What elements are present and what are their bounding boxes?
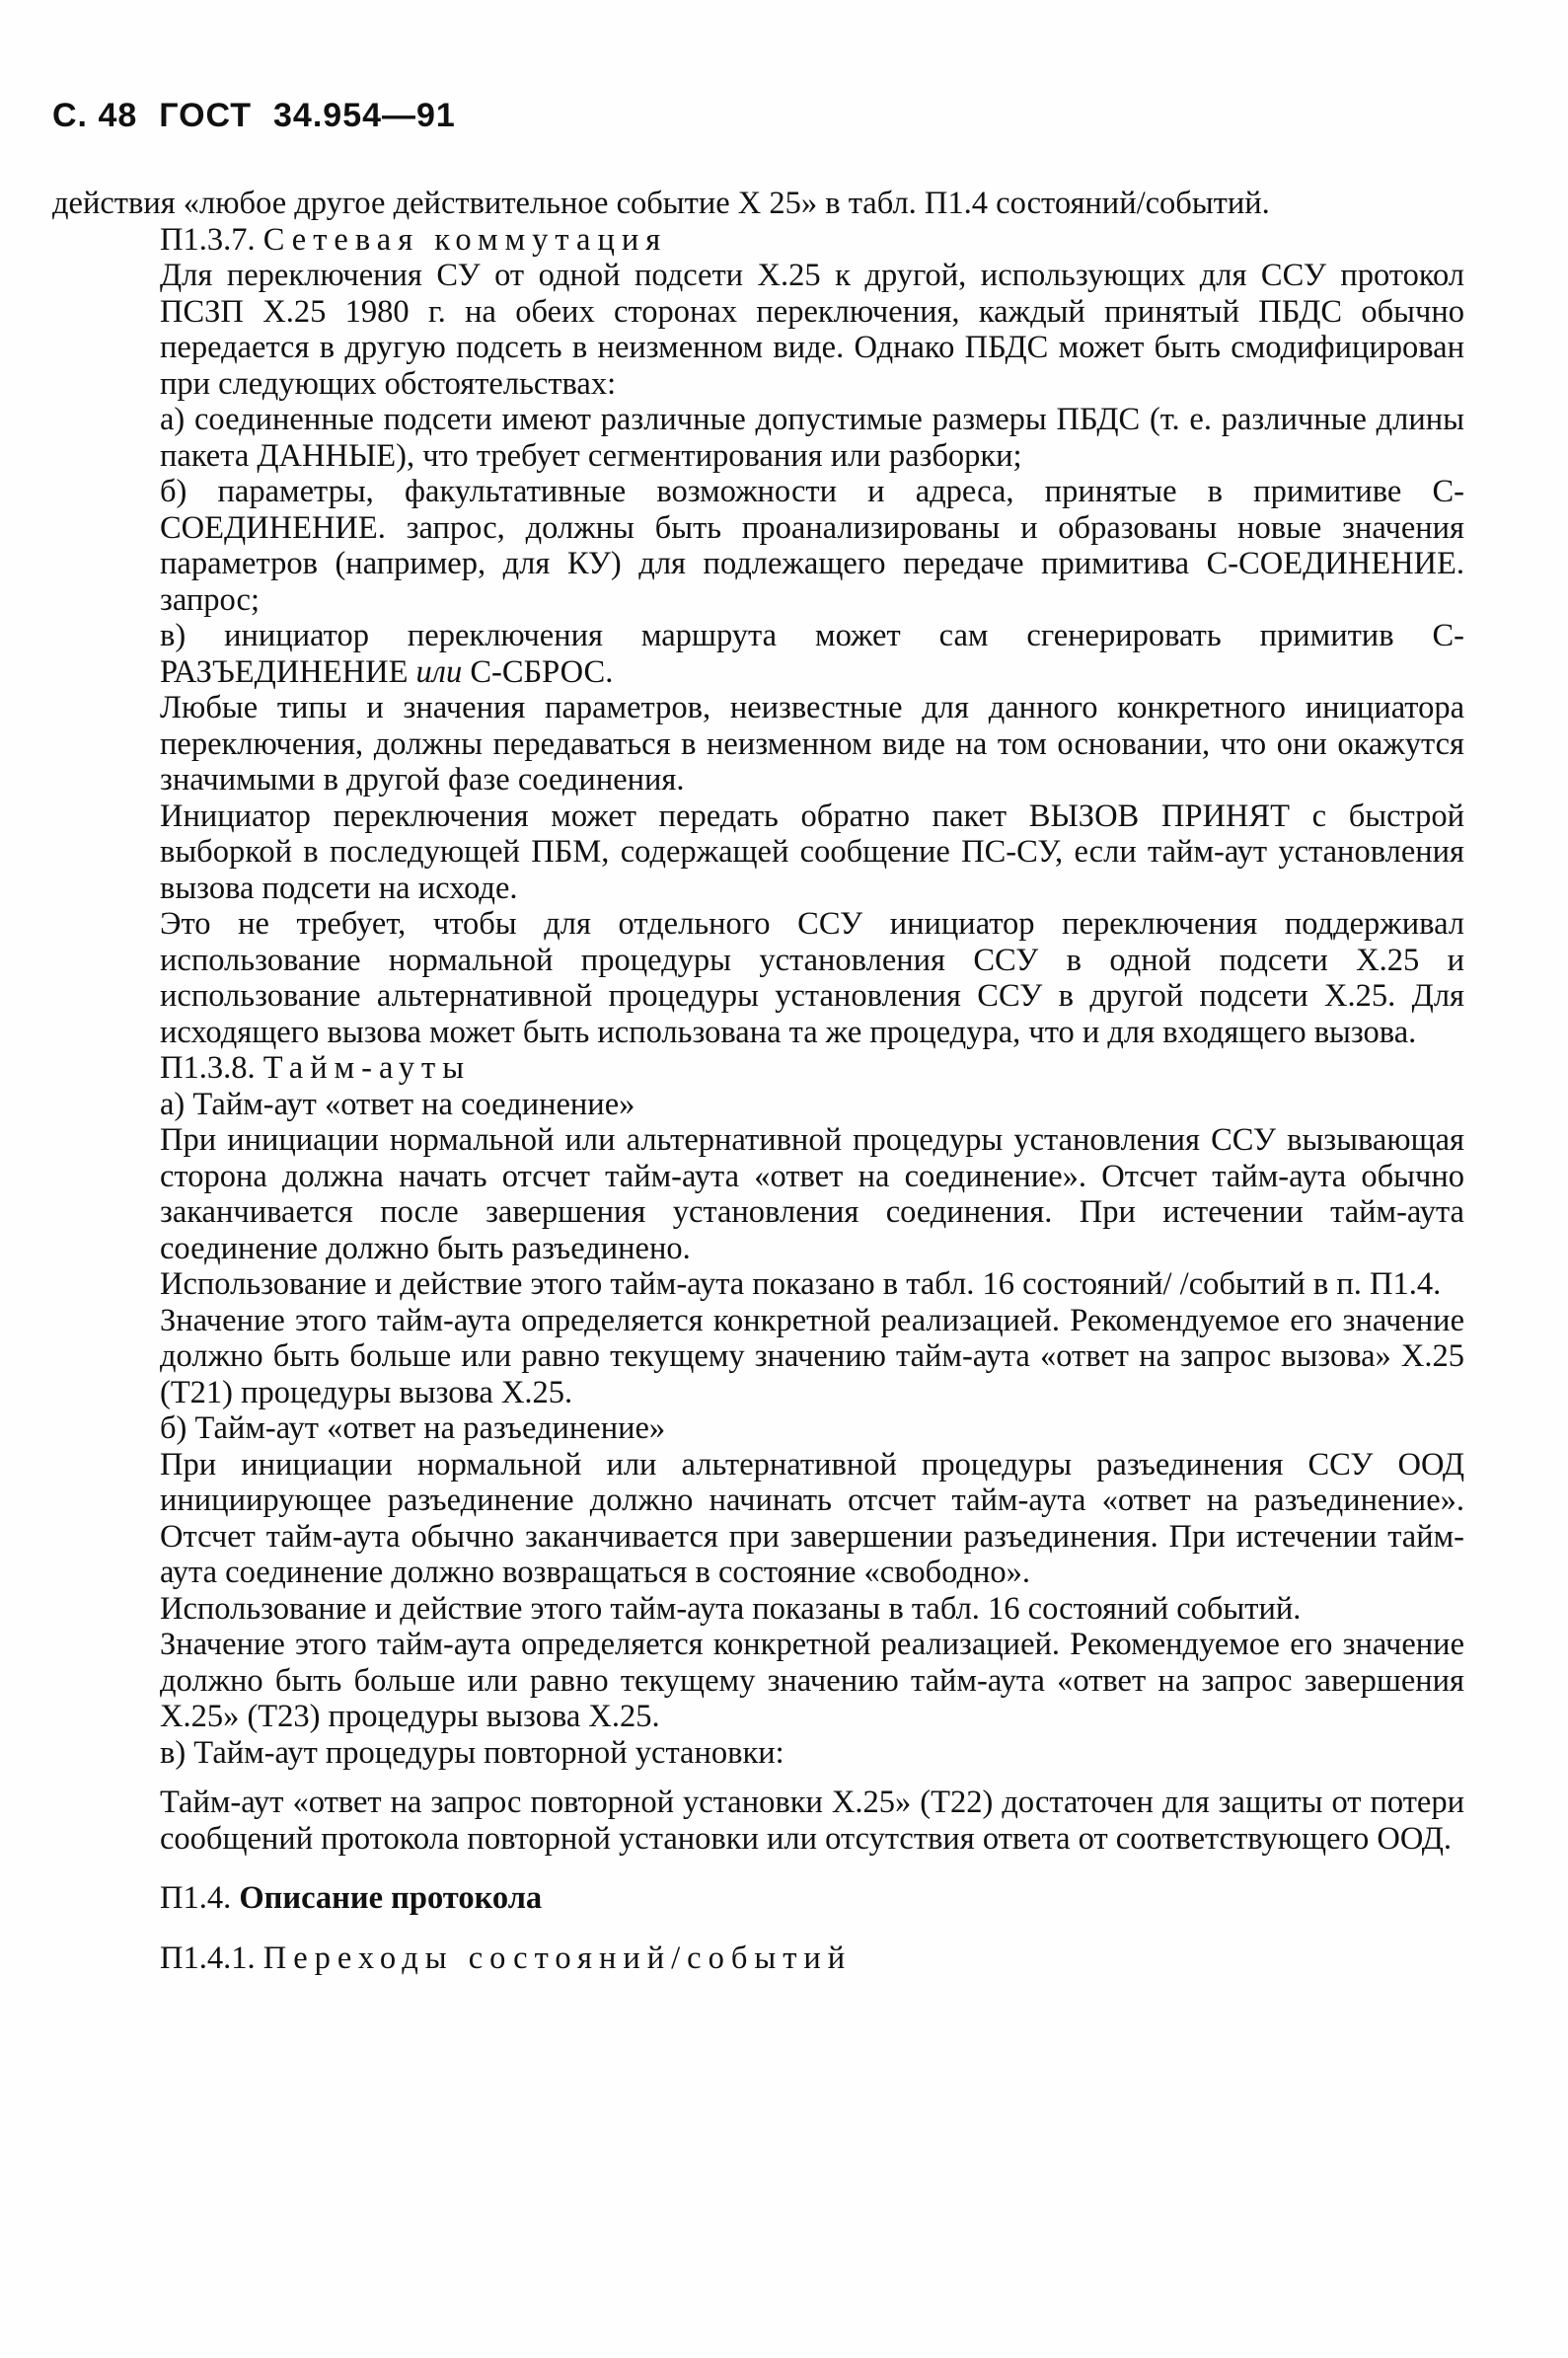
standard-label: ГОСТ	[159, 97, 253, 134]
subsection-heading: в) Тайм-аут процедуры повторной установки:	[160, 1734, 784, 1771]
list-item: б) параметры, факультативные возможности и адреса, принятые в примитиве С-СОЕДИНЕНИЕ. запрос, должны быть проанализированы и образованы новые значения параметров (например, для КУ) для подлежащего передаче примитива С-СОЕДИНЕНИЕ. запрос;	[160, 474, 1464, 618]
section-title: Описание протокола	[239, 1880, 543, 1916]
page-header	[52, 97, 478, 135]
section-number: П1.4.1.	[160, 1940, 256, 1976]
paragraph: Значение этого тайм-аута определяется конкретной реализацией. Рекомендуемое его значение должно быть больше или равно текущему значению тайм-аута «ответ на запрос вызова» X.25 (T21) процедуры вызова X.25.	[160, 1302, 1464, 1410]
list-item-text: в) инициатор переключения маршрута может сам сгенерировать примитив С-РАЗЪЕДИНЕНИЕ	[160, 618, 1464, 690]
paragraph: Использование и действие этого тайм-аута показаны в табл. 16 состояний событий.	[160, 1590, 1302, 1627]
section-heading	[160, 1050, 1464, 1087]
paragraph: Значение этого тайм-аута определяется конкретной реализацией. Рекомендуемое его значение должно быть больше или равно текущему значению тайм-аута «ответ на запрос завершения X.25» (T23) процедуры вызова X.25.	[160, 1627, 1464, 1734]
section-title: Тайм-ауты	[262, 1050, 472, 1086]
list-item	[160, 618, 1464, 690]
paragraph: Это не требует, чтобы для отдельного ССУ инициатор переключения поддерживал использование нормальной процедуры установления ССУ в одной подсети X.25 и использование альтернативной процедуры установления ССУ в другой подсети X.25. Для исходящего вызова может быть использована та же процедура, что и для входящего вызова.	[160, 906, 1464, 1050]
list-item: а) соединенные подсети имеют различные допустимые размеры ПБДС (т. е. различные длины пакета ДАННЫЕ), что требует сегментирования или разборки;	[160, 402, 1464, 474]
subsection-heading: а) Тайм-аут «ответ на соединение»	[160, 1086, 635, 1122]
paragraph: действия «любое другое действительное событие X 25» в табл. П1.4 состояний/событий.	[52, 186, 1270, 221]
list-item-conjunction: или	[415, 653, 463, 690]
paragraph: Для переключения СУ от одной подсети X.25 к другой, использующих для ССУ протокол ПСЗП X.25 1980 г. на обеих сторонах переключения, каждый принятый ПБДС обычно передается в другую подсеть в неизменном виде. Однако ПБДС может быть смодифицирован при следующих обстоятельствах:	[160, 258, 1464, 402]
list-item-primitive: С-СБРОС.	[470, 653, 614, 690]
section-title: Переходы состояний/событий	[262, 1940, 853, 1976]
section-number: П1.3.8.	[160, 1050, 256, 1086]
section-number: П1.4.	[160, 1880, 232, 1916]
paragraph: Тайм-аут «ответ на запрос повторной установки X.25» (T22) достаточен для защиты от потери сообщений протокола повторной установки или отсутствия ответа от соответствующего ООД.	[160, 1785, 1464, 1857]
section-heading	[160, 1940, 1464, 1977]
page-number: С. 48	[52, 97, 138, 134]
paragraph: При инициации нормальной или альтернативной процедуры разъединения ССУ ООД инициирующее разъединение должно начинать отсчет тайм-аута «ответ на разъединение». Отсчет тайм-аута обычно заканчивается при завершении разъединения. При истечении тайм-аута соединение должно возвращаться в состояние «свободно».	[160, 1446, 1464, 1590]
standard-number: 34.954—91	[273, 97, 456, 134]
section-title: Сетевая коммутация	[262, 221, 668, 258]
paragraph: При инициации нормальной или альтернативной процедуры установления ССУ вызывающая сторона должна начать отсчет тайм-аута «ответ на соединение». Отсчет тайм-аута обычно заканчивается после завершения установления соединения. При истечении тайм-аута соединение должно быть разъединено.	[160, 1122, 1464, 1266]
document-body	[52, 186, 1464, 1976]
section-heading	[160, 222, 1464, 259]
paragraph: Любые типы и значения параметров, неизвестные для данного конкретного инициатора переключения, должны передаваться в неизменном виде на том основании, что они окажутся значимыми в другой фазе соединения.	[160, 690, 1464, 798]
section-number: П1.3.7.	[160, 221, 256, 258]
paragraph: Использование и действие этого тайм-аута показано в табл. 16 состояний/ /событий в п. П1.4.	[160, 1266, 1442, 1302]
subsection-heading: б) Тайм-аут «ответ на разъединение»	[160, 1410, 666, 1446]
section-heading	[160, 1880, 1464, 1917]
paragraph: Инициатор переключения может передать обратно пакет ВЫЗОВ ПРИНЯТ с быстрой выборкой в последующей ПБМ, содержащей сообщение ПС-СУ, если тайм-аут установления вызова подсети на исходе.	[160, 798, 1464, 906]
